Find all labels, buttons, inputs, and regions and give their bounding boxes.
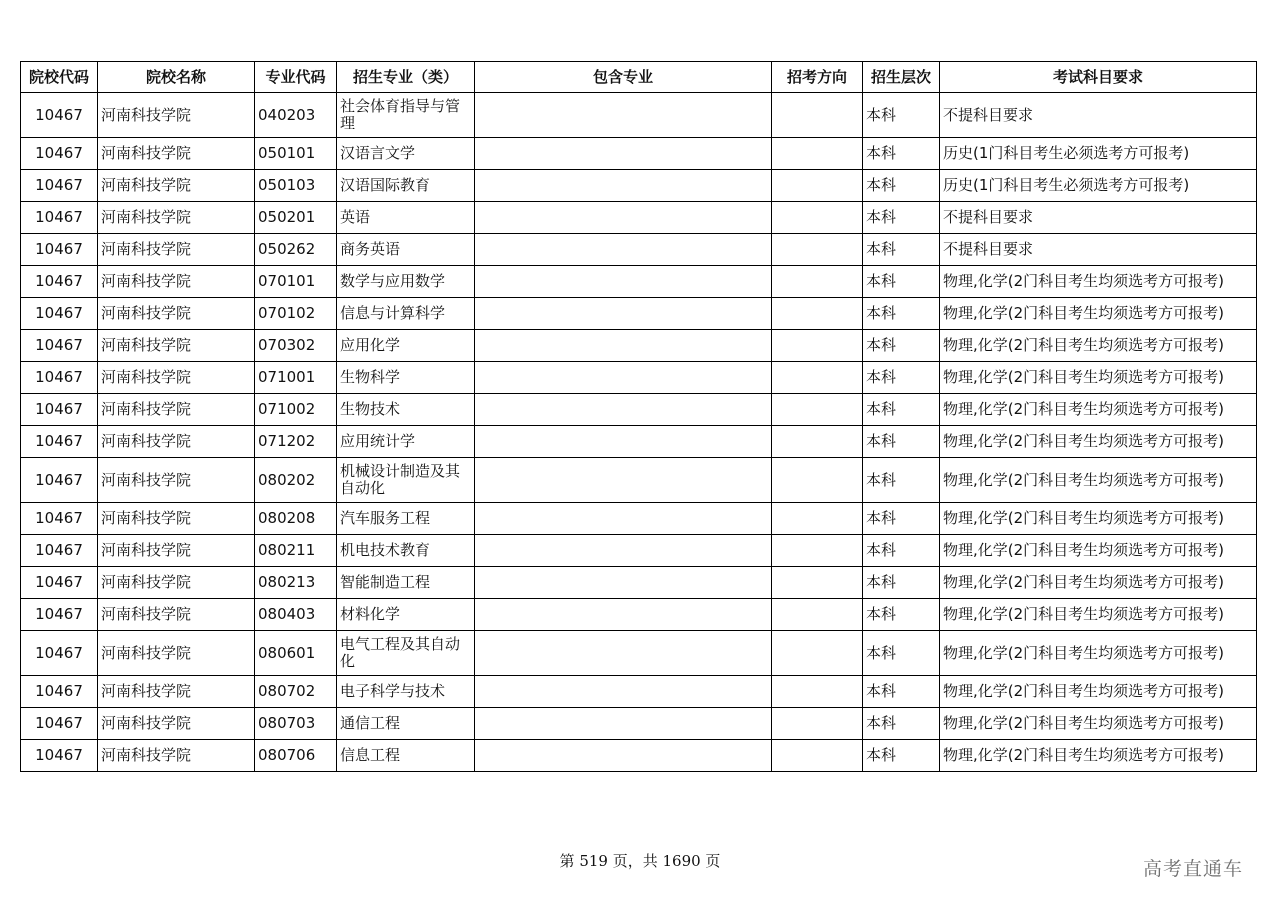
cell-level: 本科: [863, 298, 940, 330]
cell-direction: [772, 202, 863, 234]
cell-requirement: 物理,化学(2门科目考生均须选考方可报考): [940, 503, 1257, 535]
cell-major: 英语: [337, 202, 475, 234]
cell-requirement: 物理,化学(2门科目考生均须选考方可报考): [940, 266, 1257, 298]
cell-school-code: 10467: [21, 394, 98, 426]
cell-school-name: 河南科技学院: [98, 535, 255, 567]
cell-level: 本科: [863, 740, 940, 772]
cell-level: 本科: [863, 535, 940, 567]
cell-major: 商务英语: [337, 234, 475, 266]
cell-requirement: 物理,化学(2门科目考生均须选考方可报考): [940, 458, 1257, 503]
cell-school-code: 10467: [21, 362, 98, 394]
page-number: 第 519 页，共 1690 页: [559, 852, 721, 870]
cell-requirement: 不提科目要求: [940, 202, 1257, 234]
cell-major: 信息工程: [337, 740, 475, 772]
cell-level: 本科: [863, 93, 940, 138]
table-row: [21, 394, 1257, 426]
cell-major-code: 080703: [255, 708, 337, 740]
cell-school-code: 10467: [21, 93, 98, 138]
cell-requirement: 物理,化学(2门科目考生均须选考方可报考): [940, 298, 1257, 330]
cell-major: 通信工程: [337, 708, 475, 740]
cell-direction: [772, 740, 863, 772]
cell-major-code: 050101: [255, 138, 337, 170]
cell-included-majors: [475, 234, 772, 266]
cell-school-code: 10467: [21, 599, 98, 631]
table-row: [21, 740, 1257, 772]
cell-level: 本科: [863, 234, 940, 266]
cell-school-name: 河南科技学院: [98, 503, 255, 535]
cell-requirement: 物理,化学(2门科目考生均须选考方可报考): [940, 394, 1257, 426]
cell-school-code: 10467: [21, 458, 98, 503]
cell-requirement: 历史(1门科目考生必须选考方可报考): [940, 138, 1257, 170]
cell-requirement: 物理,化学(2门科目考生均须选考方可报考): [940, 599, 1257, 631]
table-row: [21, 298, 1257, 330]
cell-major: 生物技术: [337, 394, 475, 426]
admission-table: [20, 61, 1257, 772]
cell-level: 本科: [863, 599, 940, 631]
cell-included-majors: [475, 503, 772, 535]
cell-direction: [772, 298, 863, 330]
cell-major-code: 080211: [255, 535, 337, 567]
cell-included-majors: [475, 202, 772, 234]
cell-major: 汽车服务工程: [337, 503, 475, 535]
col-header-school-code: 院校代码: [21, 62, 98, 93]
cell-school-name: 河南科技学院: [98, 138, 255, 170]
cell-included-majors: [475, 740, 772, 772]
cell-direction: [772, 266, 863, 298]
cell-school-name: 河南科技学院: [98, 708, 255, 740]
table-row: [21, 599, 1257, 631]
cell-direction: [772, 708, 863, 740]
cell-level: 本科: [863, 330, 940, 362]
cell-major-code: 070101: [255, 266, 337, 298]
cell-requirement: 不提科目要求: [940, 93, 1257, 138]
cell-major-code: 050262: [255, 234, 337, 266]
table-row: [21, 567, 1257, 599]
cell-major-code: 080202: [255, 458, 337, 503]
table-row: [21, 202, 1257, 234]
cell-major-code: 080706: [255, 740, 337, 772]
cell-requirement: 物理,化学(2门科目考生均须选考方可报考): [940, 708, 1257, 740]
cell-direction: [772, 535, 863, 567]
cell-direction: [772, 631, 863, 676]
table-row: [21, 426, 1257, 458]
cell-major-code: 040203: [255, 93, 337, 138]
table-row: [21, 708, 1257, 740]
cell-direction: [772, 676, 863, 708]
cell-major-code: 080702: [255, 676, 337, 708]
cell-included-majors: [475, 330, 772, 362]
cell-major-code: 050103: [255, 170, 337, 202]
cell-major: 社会体育指导与管理: [337, 93, 475, 138]
cell-major-code: 070102: [255, 298, 337, 330]
cell-major: 汉语言文学: [337, 138, 475, 170]
cell-major-code: 080601: [255, 631, 337, 676]
cell-major: 机械设计制造及其自动化: [337, 458, 475, 503]
cell-major-code: 071002: [255, 394, 337, 426]
cell-requirement: 物理,化学(2门科目考生均须选考方可报考): [940, 426, 1257, 458]
cell-level: 本科: [863, 394, 940, 426]
cell-school-name: 河南科技学院: [98, 234, 255, 266]
col-header-school-name: 院校名称: [98, 62, 255, 93]
cell-direction: [772, 234, 863, 266]
cell-school-code: 10467: [21, 426, 98, 458]
cell-direction: [772, 170, 863, 202]
cell-direction: [772, 394, 863, 426]
table-row: [21, 503, 1257, 535]
col-header-major: 招生专业（类）: [337, 62, 475, 93]
cell-school-code: 10467: [21, 535, 98, 567]
watermark-text: 高考直通车: [1143, 858, 1244, 880]
cell-requirement: 物理,化学(2门科目考生均须选考方可报考): [940, 631, 1257, 676]
cell-included-majors: [475, 458, 772, 503]
cell-school-code: 10467: [21, 266, 98, 298]
table-row: [21, 535, 1257, 567]
cell-school-name: 河南科技学院: [98, 631, 255, 676]
cell-level: 本科: [863, 708, 940, 740]
col-header-level: 招生层次: [863, 62, 940, 93]
cell-included-majors: [475, 298, 772, 330]
cell-major: 智能制造工程: [337, 567, 475, 599]
cell-requirement: 历史(1门科目考生必须选考方可报考): [940, 170, 1257, 202]
cell-requirement: 物理,化学(2门科目考生均须选考方可报考): [940, 330, 1257, 362]
cell-included-majors: [475, 362, 772, 394]
cell-direction: [772, 93, 863, 138]
table-row: [21, 458, 1257, 503]
cell-major: 电子科学与技术: [337, 676, 475, 708]
table-row: [21, 676, 1257, 708]
table-row: [21, 93, 1257, 138]
cell-requirement: 物理,化学(2门科目考生均须选考方可报考): [940, 567, 1257, 599]
cell-major-code: 070302: [255, 330, 337, 362]
cell-level: 本科: [863, 170, 940, 202]
col-header-direction: 招考方向: [772, 62, 863, 93]
cell-direction: [772, 138, 863, 170]
cell-school-code: 10467: [21, 202, 98, 234]
cell-direction: [772, 330, 863, 362]
cell-school-name: 河南科技学院: [98, 93, 255, 138]
cell-included-majors: [475, 138, 772, 170]
cell-school-code: 10467: [21, 631, 98, 676]
cell-major: 信息与计算科学: [337, 298, 475, 330]
cell-school-code: 10467: [21, 708, 98, 740]
cell-level: 本科: [863, 202, 940, 234]
cell-direction: [772, 599, 863, 631]
cell-major: 电气工程及其自动化: [337, 631, 475, 676]
cell-school-name: 河南科技学院: [98, 458, 255, 503]
table-row: [21, 170, 1257, 202]
cell-included-majors: [475, 535, 772, 567]
header-row: [21, 62, 1257, 93]
cell-school-name: 河南科技学院: [98, 298, 255, 330]
cell-level: 本科: [863, 503, 940, 535]
cell-level: 本科: [863, 631, 940, 676]
table-row: [21, 330, 1257, 362]
cell-direction: [772, 503, 863, 535]
cell-requirement: 物理,化学(2门科目考生均须选考方可报考): [940, 535, 1257, 567]
cell-school-name: 河南科技学院: [98, 266, 255, 298]
cell-level: 本科: [863, 458, 940, 503]
cell-school-name: 河南科技学院: [98, 567, 255, 599]
cell-major-code: 071202: [255, 426, 337, 458]
cell-school-name: 河南科技学院: [98, 599, 255, 631]
cell-school-code: 10467: [21, 234, 98, 266]
cell-school-name: 河南科技学院: [98, 202, 255, 234]
cell-included-majors: [475, 631, 772, 676]
cell-level: 本科: [863, 266, 940, 298]
cell-school-code: 10467: [21, 170, 98, 202]
cell-direction: [772, 458, 863, 503]
table-row: [21, 631, 1257, 676]
cell-requirement: 不提科目要求: [940, 234, 1257, 266]
cell-school-name: 河南科技学院: [98, 426, 255, 458]
cell-major: 应用化学: [337, 330, 475, 362]
cell-included-majors: [475, 708, 772, 740]
cell-direction: [772, 567, 863, 599]
cell-requirement: 物理,化学(2门科目考生均须选考方可报考): [940, 740, 1257, 772]
table-row: [21, 234, 1257, 266]
cell-school-name: 河南科技学院: [98, 394, 255, 426]
cell-school-name: 河南科技学院: [98, 362, 255, 394]
cell-direction: [772, 362, 863, 394]
cell-included-majors: [475, 426, 772, 458]
col-header-major-code: 专业代码: [255, 62, 337, 93]
cell-school-name: 河南科技学院: [98, 740, 255, 772]
table-body: [21, 93, 1257, 772]
cell-major-code: 050201: [255, 202, 337, 234]
cell-school-code: 10467: [21, 138, 98, 170]
table-row: [21, 266, 1257, 298]
cell-included-majors: [475, 266, 772, 298]
cell-major-code: 080403: [255, 599, 337, 631]
cell-school-name: 河南科技学院: [98, 676, 255, 708]
cell-major-code: 080213: [255, 567, 337, 599]
cell-included-majors: [475, 170, 772, 202]
cell-requirement: 物理,化学(2门科目考生均须选考方可报考): [940, 676, 1257, 708]
cell-included-majors: [475, 567, 772, 599]
cell-school-code: 10467: [21, 676, 98, 708]
cell-major-code: 080208: [255, 503, 337, 535]
cell-included-majors: [475, 93, 772, 138]
cell-major: 材料化学: [337, 599, 475, 631]
cell-major: 汉语国际教育: [337, 170, 475, 202]
cell-school-code: 10467: [21, 567, 98, 599]
cell-school-name: 河南科技学院: [98, 170, 255, 202]
cell-level: 本科: [863, 426, 940, 458]
cell-school-name: 河南科技学院: [98, 330, 255, 362]
cell-school-code: 10467: [21, 503, 98, 535]
cell-school-code: 10467: [21, 298, 98, 330]
cell-direction: [772, 426, 863, 458]
cell-major: 生物科学: [337, 362, 475, 394]
col-header-requirement: 考试科目要求: [940, 62, 1257, 93]
cell-included-majors: [475, 599, 772, 631]
cell-level: 本科: [863, 676, 940, 708]
cell-major-code: 071001: [255, 362, 337, 394]
cell-level: 本科: [863, 138, 940, 170]
cell-major: 应用统计学: [337, 426, 475, 458]
cell-school-code: 10467: [21, 330, 98, 362]
cell-included-majors: [475, 394, 772, 426]
table-row: [21, 362, 1257, 394]
col-header-included-majors: 包含专业: [475, 62, 772, 93]
cell-major: 机电技术教育: [337, 535, 475, 567]
table-row: [21, 138, 1257, 170]
cell-level: 本科: [863, 362, 940, 394]
cell-level: 本科: [863, 567, 940, 599]
cell-included-majors: [475, 676, 772, 708]
cell-major: 数学与应用数学: [337, 266, 475, 298]
cell-requirement: 物理,化学(2门科目考生均须选考方可报考): [940, 362, 1257, 394]
cell-school-code: 10467: [21, 740, 98, 772]
